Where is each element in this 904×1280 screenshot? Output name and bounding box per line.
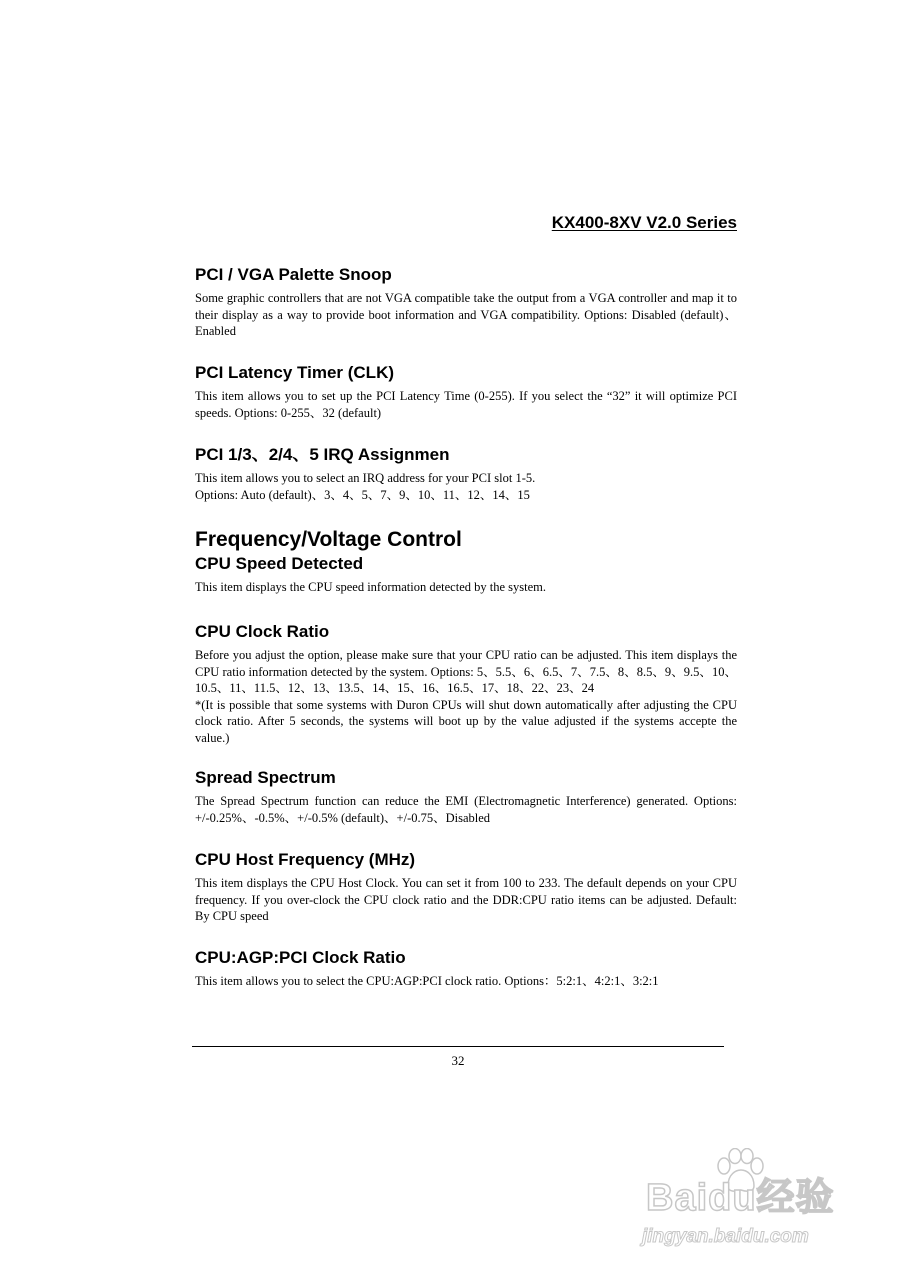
section-note: *(It is possible that some systems with Duron CPUs will shut down automatically after adjusting the CPU clock ratio. After 5 seconds, the systems will boot up by the value adjusted if the systems accepte the value.): [195, 697, 737, 745]
page-header-title: KX400-8XV V2.0 Series: [551, 213, 737, 232]
section-cpu-clock-ratio: [195, 621, 737, 746]
section-body: This item allows you to set up the PCI Latency Time (0-255). If you select the “32” it will optimize PCI speeds. Options: 0-255、32 (default): [195, 389, 737, 420]
section-pci-latency-timer: [195, 362, 737, 421]
section-title: CPU:AGP:PCI Clock Ratio: [195, 948, 406, 967]
section-title: CPU Host Frequency (MHz): [195, 850, 416, 869]
section-body: The Spread Spectrum function can reduce the EMI (Electromagnetic Interference) generated. Options: +/-0.25%、-0.5%、+/-0.5% (default)、+/-0.75、Disabled: [195, 794, 737, 825]
section-title: PCI Latency Timer (CLK): [195, 363, 395, 382]
section-body: Some graphic controllers that are not VGA compatible take the output from a VGA controller and map it to their display as a way to provide boot information and VGA compatibility. Options: Disabled (default)、Enabled: [195, 291, 737, 338]
section-body: This item displays the CPU Host Clock. You can set it from 100 to 233. The default depends on your CPU frequency. If you over-clock the CPU clock ratio and the DDR:CPU ratio items can be adjusted. Default: By CPU speed: [195, 876, 737, 923]
section-pci-irq-assignment: [195, 444, 737, 504]
section-title: CPU Speed Detected: [195, 554, 364, 573]
section-body: This item displays the CPU speed information detected by the system.: [195, 580, 546, 594]
section-title: PCI / VGA Palette Snoop: [195, 265, 392, 284]
section-body: This item allows you to select the CPU:AGP:PCI clock ratio. Options：5:2:1、4:2:1、3:2:1: [195, 974, 659, 988]
section-body-line: Options: Auto (default)、3、4、5、7、9、10、11、12、14、15: [195, 488, 530, 502]
section-cpu-agp-pci-clock-ratio: [195, 947, 737, 990]
section-spread-spectrum: [195, 767, 737, 826]
section-body-line: This item allows you to select an IRQ address for your PCI slot 1-5.: [195, 471, 536, 485]
footer-rule: [192, 1046, 724, 1047]
watermark-brand: Baidu经验: [646, 1177, 835, 1219]
section-title: CPU Clock Ratio: [195, 622, 330, 641]
section-cpu-speed-detected: [195, 527, 737, 596]
section-title: PCI 1/3、2/4、5 IRQ Assignmen: [195, 445, 450, 464]
watermark-url: jingyan.baidu.com: [642, 1226, 809, 1247]
baidu-jingyan-watermark: [638, 1148, 878, 1258]
section-pci-vga-palette-snoop: [195, 264, 737, 340]
section-body: Before you adjust the option, please make sure that your CPU ratio can be adjusted. This item displays the CPU ratio information detected by the system. Options: 5、5.5、6、6.5、7、7.5、8、8.5、9、9.5、10、10.5、11、11.5、12、13、13.5、14、15、16、16.5、17、18、22、23、24: [195, 648, 737, 695]
chapter-title: Frequency/Voltage Control: [195, 528, 462, 551]
section-title: Spread Spectrum: [195, 768, 336, 787]
page-number: 32: [451, 1053, 465, 1068]
section-cpu-host-frequency: [195, 849, 737, 925]
